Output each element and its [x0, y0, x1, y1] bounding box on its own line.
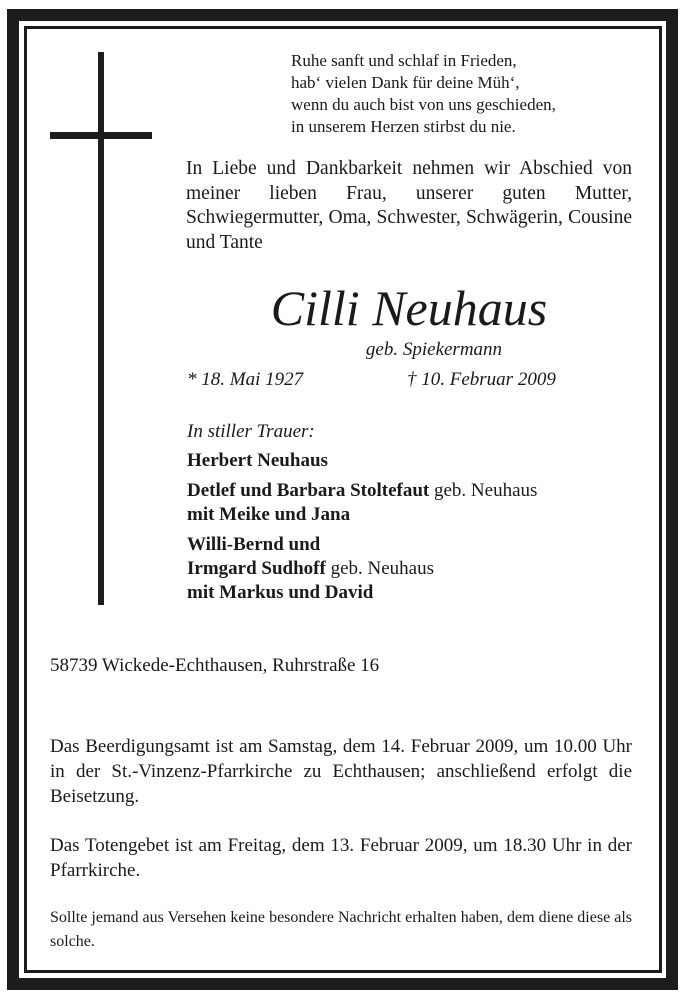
poem-line: hab‘ vielen Dank für deine Müh‘,	[291, 73, 520, 92]
mourner: Herbert Neuhaus	[187, 450, 328, 471]
intro-text: In Liebe und Dankbarkeit nehmen wir Abschied von meiner lieben Frau, unserer guten Mutter, Schwiegermutter, Oma, Schwester, Schwägerin, Cousine und Tante	[186, 158, 632, 253]
birth-name: geb. Spiekermann	[365, 339, 503, 360]
mourner-born: geb. Neuhaus	[429, 480, 538, 501]
mourner-born: geb. Neuhaus	[325, 558, 434, 579]
mourners	[187, 420, 537, 605]
deceased-name: Cilli Neuhaus	[270, 280, 548, 336]
notice: Sollte jemand aus Versehen keine besondere Nachricht erhalten haben, dem diene diese als solche.	[50, 909, 632, 950]
mourner: Willi-Bernd und	[187, 534, 321, 555]
mourner-name: Irmgard Sudhoff	[187, 558, 326, 579]
poem-line: Ruhe sanft und schlaf in Frieden,	[291, 51, 517, 70]
birth-date: * 18. Mai 1927	[187, 369, 304, 390]
mourner	[187, 479, 537, 503]
prayer-info: Das Totengebet ist am Freitag, dem 13. Februar 2009, um 18.30 Uhr in der Pfarrkirche.	[50, 835, 632, 881]
death-date: † 10. Februar 2009	[407, 369, 556, 390]
poem-line: wenn du auch bist von uns geschieden,	[291, 95, 556, 114]
poem-line: in unserem Herzen stirbst du nie.	[291, 117, 516, 136]
mourner	[187, 557, 537, 581]
mourners-heading: In stiller Trauer:	[187, 421, 315, 442]
mourner-name: Detlef und Barbara Stoltefaut	[187, 480, 430, 501]
funeral-info: Das Beerdigungsamt ist am Samstag, dem 14. Februar 2009, um 10.00 Uhr in der St.-Vinzenz-Pfarrkirche zu Echthausen; anschließend erfolgt die Beisetzung.	[50, 736, 632, 807]
poem	[291, 50, 556, 138]
mourner: mit Meike und Jana	[187, 504, 351, 525]
address: 58739 Wickede-Echthausen, Ruhrstraße 16	[50, 655, 380, 676]
mourner: mit Markus und David	[187, 582, 374, 603]
